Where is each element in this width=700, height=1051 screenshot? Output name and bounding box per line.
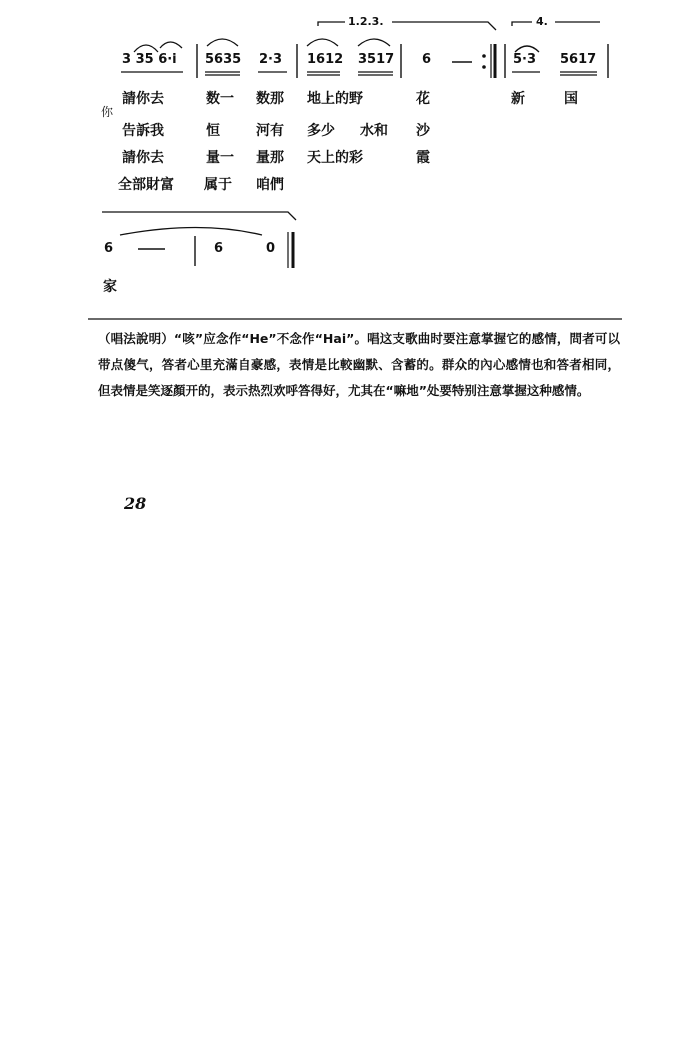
lyric: 咱們 [256,177,284,193]
repeat-dot [482,54,486,58]
lyric: 国 [564,91,578,107]
lyric: 水和 [360,123,388,139]
lyric: 請你去 [122,150,164,166]
note-group: 2·3 [259,52,283,67]
singing-instructions: （唱法說明）“咳”应念作“He”不念作“Hai”。唱这支歌曲时要注意掌握它的感情，問者可以带点傻气，答者心里充滿自豪感，表情是比較幽默、含蓄的。群众的內心感情也和答者相同，但表情是笑逐顏开的，表示热烈欢呼答得好，尤其在“嘛地”处要特别注意掌握这种感情。 [98,331,620,398]
slur [307,39,338,46]
first-ending-bracket-left [318,22,345,26]
lyric: 数一 [206,91,234,107]
lyric: 家 [103,279,117,295]
lyric: 新 [511,91,525,107]
lyric: 天上的彩 [307,150,363,166]
note-group: 0 [266,241,276,256]
note-group: 6 [214,241,224,256]
lyric: 霞 [416,150,430,166]
lyric: 多少 [307,123,335,139]
lyric: 全部財富 [118,177,174,193]
note-group: 3517 [358,52,395,67]
note-group: 5617 [560,52,597,67]
lyric: 属于 [204,177,232,193]
lyric: 恒 [206,123,220,139]
lyric: 沙 [416,123,430,139]
lyric: 数那 [256,91,284,107]
note-group: 6 [422,52,432,67]
lyric: 量一 [206,150,234,166]
note-group: 1612 [307,52,344,67]
continuation-bracket [102,212,296,220]
lyric: 請你去 [122,91,164,107]
lyric: 告訴我 [122,123,164,139]
lyric: 河有 [256,123,284,139]
lyric: 地上的野 [307,91,363,107]
first-ending-label: 1.2.3. [348,15,384,28]
second-ending-label: 4. [536,15,548,28]
lyric: 量那 [256,150,284,166]
slur [358,39,390,46]
slur [160,42,182,48]
note-group: 5·3 [513,52,537,67]
repeat-dot [482,65,486,69]
slur [207,39,238,46]
slur [134,45,158,52]
lyric: 花 [416,91,430,107]
note-group: 5635 [205,52,242,67]
tie [120,228,262,236]
first-ending-bracket-right [392,22,496,30]
second-ending-bracket-left [512,22,532,26]
side-mark: 你 [101,105,114,119]
note-group: 6 [104,241,114,256]
page-number: 28 [124,494,147,513]
note-group: 3 35 6·i [122,52,177,67]
